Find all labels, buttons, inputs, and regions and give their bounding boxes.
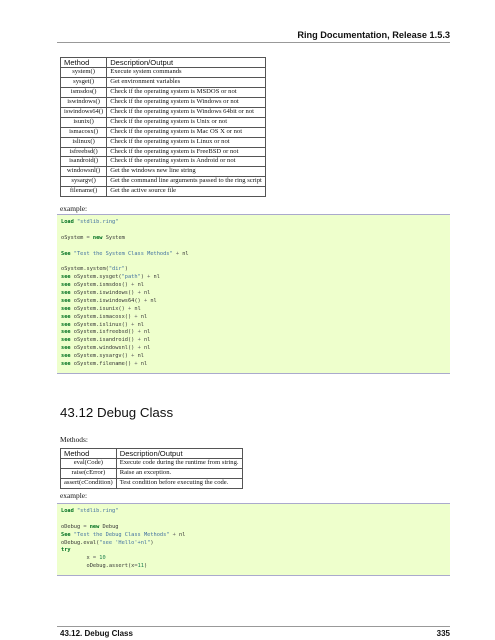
description-cell: Check if the operating system is Android or not: [107, 157, 266, 167]
description-cell: Execute code during the runtime from string.: [116, 459, 242, 469]
code-token: nl: [137, 313, 148, 320]
code-line: [61, 555, 450, 563]
code-token: +: [172, 531, 176, 538]
code-token: nl: [150, 274, 160, 281]
code-token: see: [61, 305, 71, 312]
code-token: oSystem.isfreebsd(): [70, 329, 138, 336]
code-token: nl: [134, 282, 144, 289]
code-line: [61, 266, 450, 274]
code-token: x: [61, 555, 93, 562]
code-token: see: [61, 290, 71, 297]
method-cell: eval(Code): [61, 459, 117, 469]
code-line: [61, 227, 450, 235]
code-token: Load: [61, 508, 74, 514]
code-token: ): [150, 539, 154, 546]
description-cell: Execute system commands: [107, 68, 266, 78]
code-token: oSystem.sysargv(): [70, 353, 132, 360]
code-token: +: [137, 345, 141, 352]
description-cell: Check if the operating system is Unix or not: [107, 117, 266, 127]
code-token: oSystem.iswindows64(): [70, 297, 144, 304]
code-line: [61, 337, 450, 345]
code-token: nl: [140, 329, 151, 336]
table-row: [61, 157, 266, 167]
code-line: [61, 516, 450, 524]
code-token: +: [137, 337, 141, 344]
table-row: [61, 459, 243, 469]
description-cell: Get the active source file: [107, 187, 266, 197]
code-line: [61, 243, 450, 251]
method-cell: iswindows(): [61, 98, 107, 108]
code-token: =: [134, 563, 138, 570]
code-token: "dir": [108, 266, 125, 273]
code-token: oSystem.windowsnl(): [70, 345, 138, 352]
code-token: =: [83, 523, 87, 530]
code-token: nl: [134, 353, 144, 360]
method-cell: ismsdos(): [61, 88, 107, 98]
code-token: nl: [147, 297, 157, 304]
code-token: oSystem.filename(): [70, 361, 135, 368]
code-line: [61, 282, 450, 290]
code-token: nl: [179, 250, 189, 257]
table-header-row: [61, 58, 266, 68]
description-cell: Check if the operating system is Mac OS X or not: [107, 127, 266, 137]
running-header: Ring Documentation, Release 1.5.3: [297, 30, 450, 40]
code-token: oDebug.assert(x: [61, 563, 135, 570]
method-cell: sysget(): [61, 78, 107, 88]
code-line: [61, 329, 450, 337]
table-row: [61, 187, 266, 197]
method-cell: islinux(): [61, 137, 107, 147]
code-token: +: [131, 353, 135, 360]
method-cell: iswindows64(): [61, 107, 107, 117]
code-token: See: [61, 531, 71, 538]
code-token: oSystem.iswindows(): [70, 290, 138, 297]
code-token: oSystem.isunix(): [70, 305, 128, 312]
code-line: [61, 322, 450, 330]
description-cell: Check if the operating system is MSDOS or not: [107, 88, 266, 98]
code-token: nl: [140, 345, 151, 352]
page-number: 335: [436, 629, 450, 638]
code-token: oSystem.system(: [61, 266, 109, 273]
method-cell: isfreebsd(): [61, 147, 107, 157]
code-token: ): [124, 266, 128, 273]
code-token: 11: [137, 563, 144, 570]
footer-rule: [57, 626, 450, 627]
description-cell: Get the command line arguments passed to the ring script: [107, 177, 266, 187]
method-cell: filename(): [61, 187, 107, 197]
method-cell: windowsnl(): [61, 167, 107, 177]
table-row: [61, 78, 266, 88]
code-line: [61, 306, 450, 314]
table-row: [61, 88, 266, 98]
code-token: "stdlib.ring": [76, 508, 119, 514]
column-header-description: Description/Output: [116, 449, 242, 459]
method-cell: ismacosx(): [61, 127, 107, 137]
code-token: +: [134, 361, 138, 368]
method-cell: sysargv(): [61, 177, 107, 187]
description-cell: Check if the operating system is FreeBSD or not: [107, 147, 266, 157]
table-row: [61, 147, 266, 157]
code-token: +: [147, 274, 151, 281]
table-row: [61, 177, 266, 187]
description-cell: Check if the operating system is Windows 64bit or not: [107, 107, 266, 117]
code-token: see: [61, 297, 71, 304]
column-header-method: Method: [61, 449, 117, 459]
code-line: [61, 540, 450, 548]
example-label: example:: [60, 491, 88, 500]
code-token: 10: [99, 555, 106, 562]
code-token: System: [102, 234, 125, 241]
code-line: [61, 345, 450, 353]
code-token: +: [134, 313, 138, 320]
code-token: see: [61, 361, 71, 368]
code-line: [61, 524, 450, 532]
code-token: oSystem.sysget(: [70, 274, 122, 281]
code-line: [61, 314, 450, 322]
code-line: [61, 353, 450, 361]
table-row: [61, 117, 266, 127]
code-token: See: [61, 250, 71, 257]
code-token: Debug: [99, 523, 119, 530]
code-token: oSystem.islinux(): [70, 321, 132, 328]
code-line: [61, 508, 450, 516]
method-cell: system(): [61, 68, 107, 78]
code-token: oSystem.ismsdos(): [70, 282, 132, 289]
code-line: [61, 290, 450, 298]
table-row: [61, 137, 266, 147]
code-token: nl: [140, 290, 151, 297]
code-line: [61, 219, 450, 227]
code-line: [61, 251, 450, 259]
column-header-description: Description/Output: [107, 58, 266, 68]
table-row: [61, 167, 266, 177]
code-token: see: [61, 337, 71, 344]
code-token: see: [61, 274, 71, 281]
code-token: see: [61, 329, 71, 336]
description-cell: Check if the operating system is Windows or not: [107, 98, 266, 108]
table-header-row: [61, 449, 243, 459]
table-row: [61, 127, 266, 137]
code-token: nl: [134, 321, 144, 328]
table-row: [61, 469, 243, 479]
code-token: see: [61, 353, 71, 360]
code-token: see: [61, 345, 71, 352]
code-token: +: [131, 321, 135, 328]
code-token: oSystem.isandroid(): [70, 337, 138, 344]
code-token: ): [140, 274, 148, 281]
column-header-method: Method: [61, 58, 107, 68]
code-token: =: [92, 555, 97, 562]
description-cell: Check if the operating system is Linux or not: [107, 137, 266, 147]
code-line: [61, 547, 450, 555]
description-cell: Test condition before executing the code.: [116, 479, 242, 489]
code-token: "Test the System Class Methods": [73, 250, 173, 257]
code-line: [61, 274, 450, 282]
code-line: [61, 298, 450, 306]
code-block-debug-example: [57, 503, 450, 576]
code-line: [61, 361, 450, 369]
code-token: oDebug: [61, 523, 84, 530]
code-token: oDebug.eval(: [61, 539, 100, 546]
table-row: [61, 98, 266, 108]
table-row: [61, 68, 266, 78]
code-token: +: [175, 250, 180, 257]
code-token: nl: [137, 361, 148, 368]
code-token: ): [143, 563, 148, 570]
code-token: +: [127, 305, 132, 312]
debug-methods-table: [60, 448, 243, 489]
code-token: see: [61, 321, 71, 328]
table-row: [61, 479, 243, 489]
code-token: "path": [121, 274, 141, 281]
method-cell: isunix(): [61, 117, 107, 127]
section-heading: 43.12 Debug Class: [60, 405, 174, 420]
methods-label: Methods:: [60, 435, 88, 444]
table-row: [61, 107, 266, 117]
system-methods-table: [60, 57, 266, 197]
code-token: +: [143, 297, 148, 304]
code-token: +: [131, 282, 135, 289]
description-cell: Get environment variables: [107, 78, 266, 88]
code-line: [61, 258, 450, 266]
code-token: +: [137, 329, 141, 336]
code-token: see: [61, 282, 71, 289]
code-token: try: [61, 547, 71, 554]
description-cell: Get the windows new line string: [107, 167, 266, 177]
code-token: nl: [131, 305, 141, 312]
code-token: new: [92, 234, 103, 241]
code-line: [61, 235, 450, 243]
code-token: Load: [61, 219, 74, 225]
code-token: nl: [140, 337, 151, 344]
code-token: "Test the Debug Class Methods": [73, 531, 170, 538]
code-block-system-example: [57, 214, 450, 374]
method-cell: assert(cCondition): [61, 479, 117, 489]
code-token: "see 'Hello'+nl": [99, 539, 151, 546]
code-token: nl: [175, 531, 186, 538]
code-line: [61, 563, 450, 571]
header-rule: [57, 42, 450, 43]
code-token: +: [137, 290, 141, 297]
method-cell: isandroid(): [61, 157, 107, 167]
example-label: example:: [60, 204, 88, 213]
code-token: "stdlib.ring": [76, 219, 119, 225]
code-token: oSystem.ismacosx(): [70, 313, 135, 320]
code-token: oSystem: [61, 234, 87, 241]
description-cell: Raise an exception.: [116, 469, 242, 479]
code-line: [61, 532, 450, 540]
method-cell: raise(cError): [61, 469, 117, 479]
code-token: new: [89, 523, 100, 530]
code-token: see: [61, 313, 71, 320]
footer-section-name: 43.12. Debug Class: [60, 629, 133, 638]
code-token: =: [86, 234, 90, 241]
